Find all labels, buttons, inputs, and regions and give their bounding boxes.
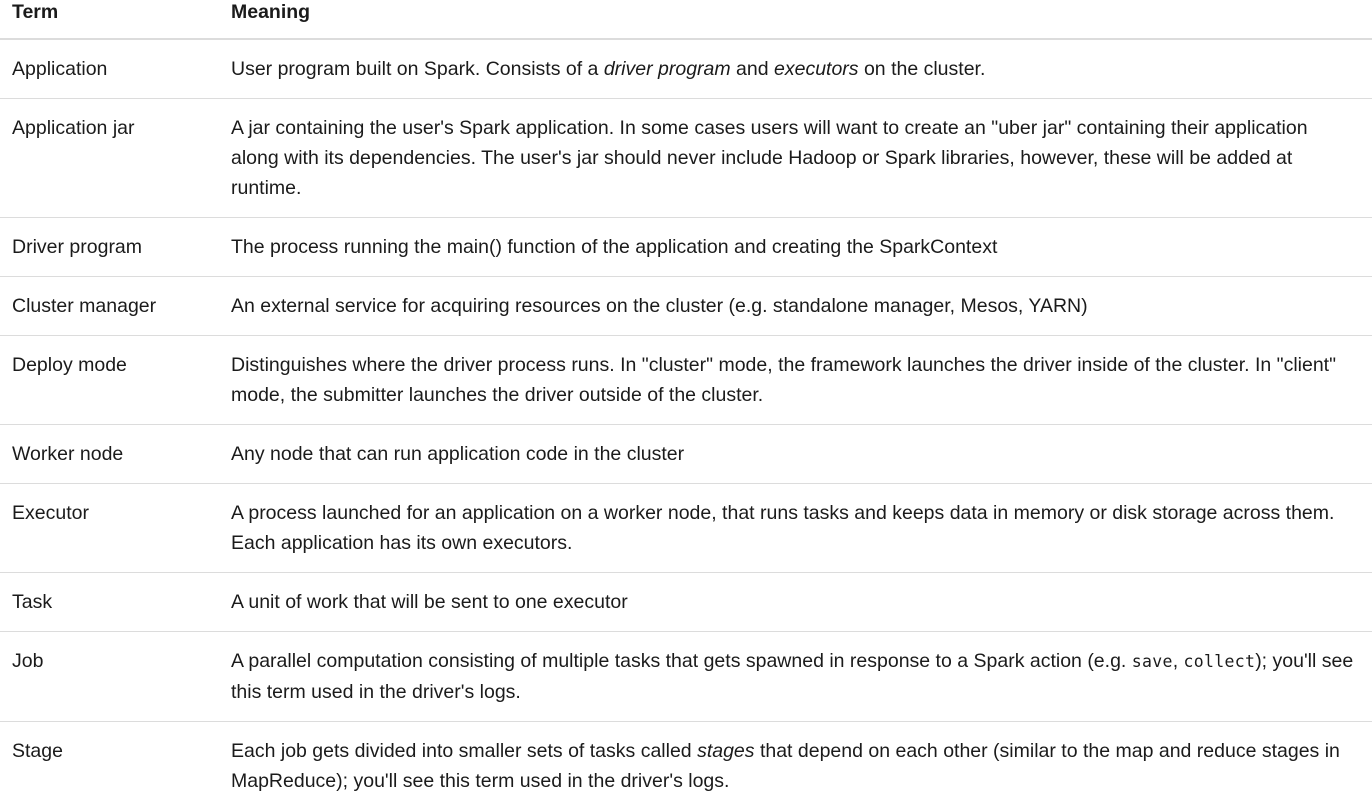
term-cell: Executor — [0, 484, 219, 573]
meaning-text: A parallel computation consisting of multiple tasks that gets spawned in response to a Spark action (e.g. — [231, 650, 1132, 672]
table-row — [0, 336, 1372, 425]
meaning-cell: Any node that can run application code in the cluster — [219, 425, 1372, 484]
meaning-text: and — [731, 58, 774, 80]
table-row — [0, 218, 1372, 277]
meaning-cell: A process launched for an application on a worker node, that runs tasks and keeps data in memory or disk storage across them. Each application has its own executors. — [219, 484, 1372, 573]
emphasis-text: driver program — [604, 58, 731, 80]
emphasis-text: executors — [774, 58, 859, 80]
table-header — [0, 0, 1372, 39]
emphasis-text: stages — [697, 740, 754, 762]
term-cell: Stage — [0, 722, 219, 810]
term-cell: Cluster manager — [0, 277, 219, 336]
meaning-text: that depend on each other (similar to the map and reduce stages in MapReduce); you'll see this term used in the driver's logs. — [231, 740, 1340, 792]
table-row — [0, 722, 1372, 810]
header-row — [0, 0, 1372, 39]
table-row — [0, 277, 1372, 336]
meaning-text: , — [1173, 650, 1184, 672]
table-row — [0, 99, 1372, 218]
meaning-text: User program built on Spark. Consists of a — [231, 58, 604, 80]
meaning-cell: The process running the main() function of the application and creating the SparkContext — [219, 218, 1372, 277]
meaning-cell — [219, 722, 1372, 810]
meaning-cell — [219, 632, 1372, 722]
table-row — [0, 632, 1372, 722]
meaning-text: Each job gets divided into smaller sets of tasks called — [231, 740, 697, 762]
meaning-cell: A unit of work that will be sent to one executor — [219, 573, 1372, 632]
code-text: collect — [1184, 652, 1256, 671]
table-row — [0, 573, 1372, 632]
term-cell: Task — [0, 573, 219, 632]
term-cell: Driver program — [0, 218, 219, 277]
column-header-meaning: Meaning — [219, 0, 1372, 39]
meaning-cell: Distinguishes where the driver process runs. In "cluster" mode, the framework launches the driver inside of the cluster. In "client" mode, the submitter launches the driver outside of the cluster. — [219, 336, 1372, 425]
meaning-text: on the cluster. — [859, 58, 986, 80]
term-cell: Application jar — [0, 99, 219, 218]
code-text: save — [1132, 652, 1173, 671]
term-cell: Deploy mode — [0, 336, 219, 425]
meaning-text: ); you'll see this term used in the driver's logs. — [231, 650, 1353, 703]
table-row — [0, 425, 1372, 484]
term-cell: Job — [0, 632, 219, 722]
term-cell: Worker node — [0, 425, 219, 484]
column-header-term: Term — [0, 0, 219, 39]
term-cell: Application — [0, 39, 219, 99]
meaning-cell: An external service for acquiring resources on the cluster (e.g. standalone manager, Mesos, YARN) — [219, 277, 1372, 336]
table-row — [0, 484, 1372, 573]
table-row — [0, 39, 1372, 99]
meaning-cell — [219, 39, 1372, 99]
meaning-cell: A jar containing the user's Spark application. In some cases users will want to create an "uber jar" containing their application along with its dependencies. The user's jar should never include Hadoop or Spark libraries, however, these will be added at runtime. — [219, 99, 1372, 218]
table-body — [0, 39, 1372, 810]
